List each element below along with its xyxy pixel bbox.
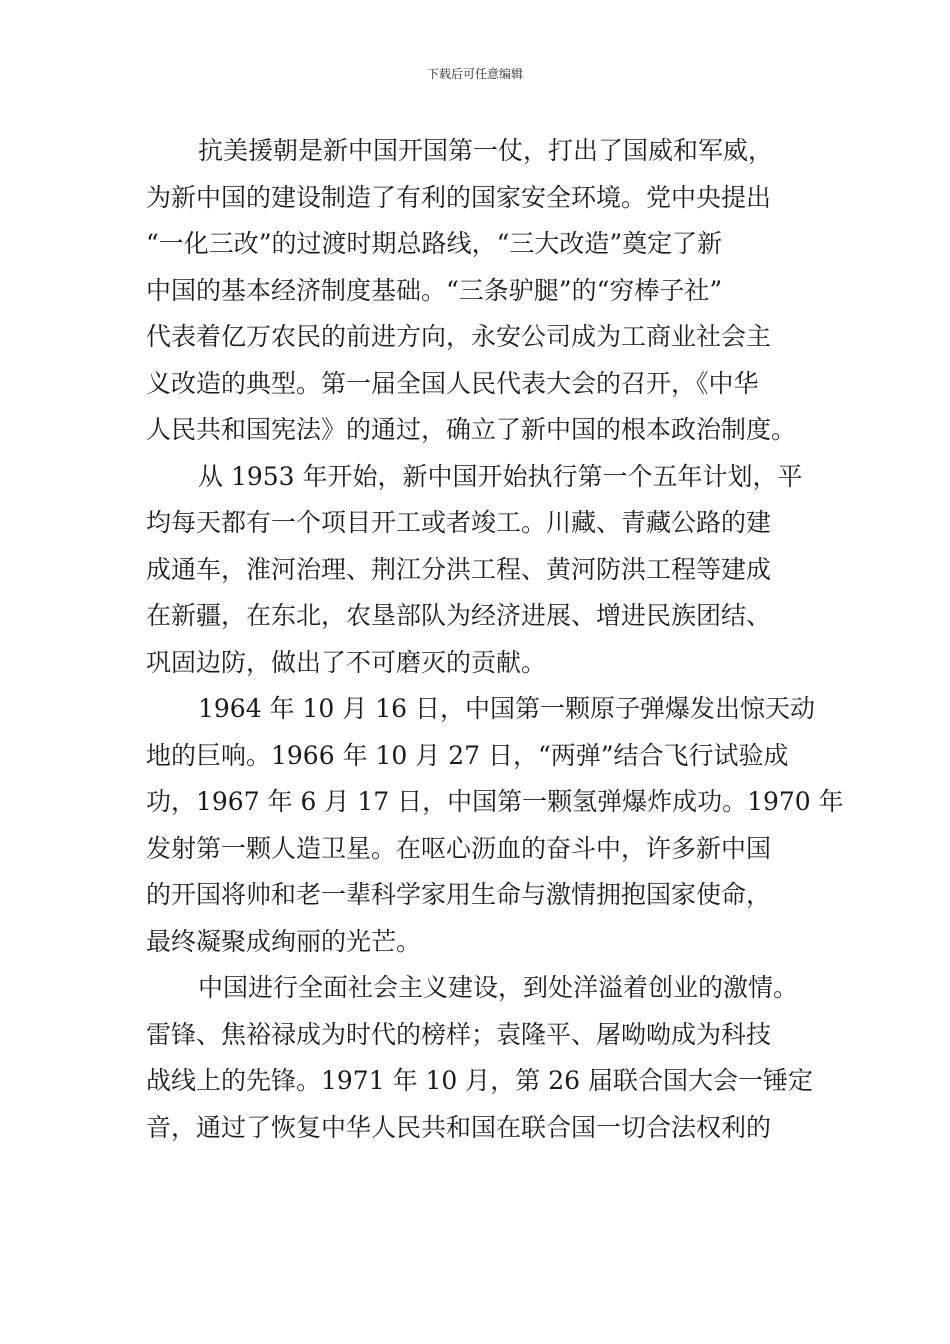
text-line: 中国的基本经济制度基础。“三条驴腿”的“穷棒子社” <box>146 275 723 305</box>
text-line: 人民共和国宪法》的通过，确立了新中国的根本政治制度。 <box>146 415 797 444</box>
text-line: 抗美援朝是新中国开国第一仗，打出了国威和军威， <box>198 136 774 165</box>
text-line: 战线上的先锋。1971 年 10 月，第 26 届联合国大会一锤定 <box>146 1066 813 1095</box>
text-line: 从 1953 年开始，新中国开始执行第一个五年计划，平 <box>198 461 803 491</box>
paragraph-2 <box>146 454 818 687</box>
page-header: 下载后可任意编辑 <box>426 67 523 81</box>
text-line: 巩固边防，做出了不可磨灭的贡献。 <box>146 647 547 677</box>
text-line: 音，通过了恢复中华人民共和国在联合国一切合法权利的 <box>146 1112 772 1142</box>
paragraph-3 <box>146 686 844 965</box>
text-line: 在新疆，在东北，农垦部队为经济进展、增进民族团结、 <box>146 601 772 630</box>
paragraph-4 <box>146 965 818 1151</box>
text-line: 中国进行全面社会主义建设，到处洋溢着创业的激情。 <box>198 973 799 1002</box>
text-line: 均每天都有一个项目开工或者竣工。川藏、青藏公路的建 <box>146 508 772 537</box>
text-line: 成通车，淮河治理、荆江分洪工程、黄河防洪工程等建成 <box>146 554 772 584</box>
text-line: 地的巨响。1966 年 10 月 27 日，“两弹”结合飞行试验成 <box>146 740 789 770</box>
text-line: 最终凝聚成绚丽的光芒。 <box>146 926 422 956</box>
text-line: 雷锋、焦裕禄成为时代的榜样；袁隆平、屠呦呦成为科技 <box>146 1019 772 1049</box>
document-body <box>146 128 844 1151</box>
text-line: 义改造的典型。第一届全国人民代表大会的召开，《中华 <box>146 368 759 398</box>
text-line: 1964 年 10 月 16 日，中国第一颗原子弹爆发出惊天动 <box>198 694 815 723</box>
text-line: 的开国将帅和老一辈科学家用生命与激情拥抱国家使命， <box>146 880 772 909</box>
paragraph-1 <box>146 128 818 454</box>
text-line: 发射第一颗人造卫星。在呕心沥血的奋斗中，许多新中国 <box>146 833 772 863</box>
text-line: 为新中国的建设制造了有利的国家安全环境。党中央提出 <box>146 182 772 212</box>
text-line: 代表着亿万农民的前进方向，永安公司成为工商业社会主 <box>146 322 772 351</box>
text-line: 功，1967 年 6 月 17 日，中国第一颗氢弹爆炸成功。1970 年 <box>146 787 844 816</box>
text-line: “一化三改”的过渡时期总路线，“三大改造”奠定了新 <box>146 229 723 258</box>
